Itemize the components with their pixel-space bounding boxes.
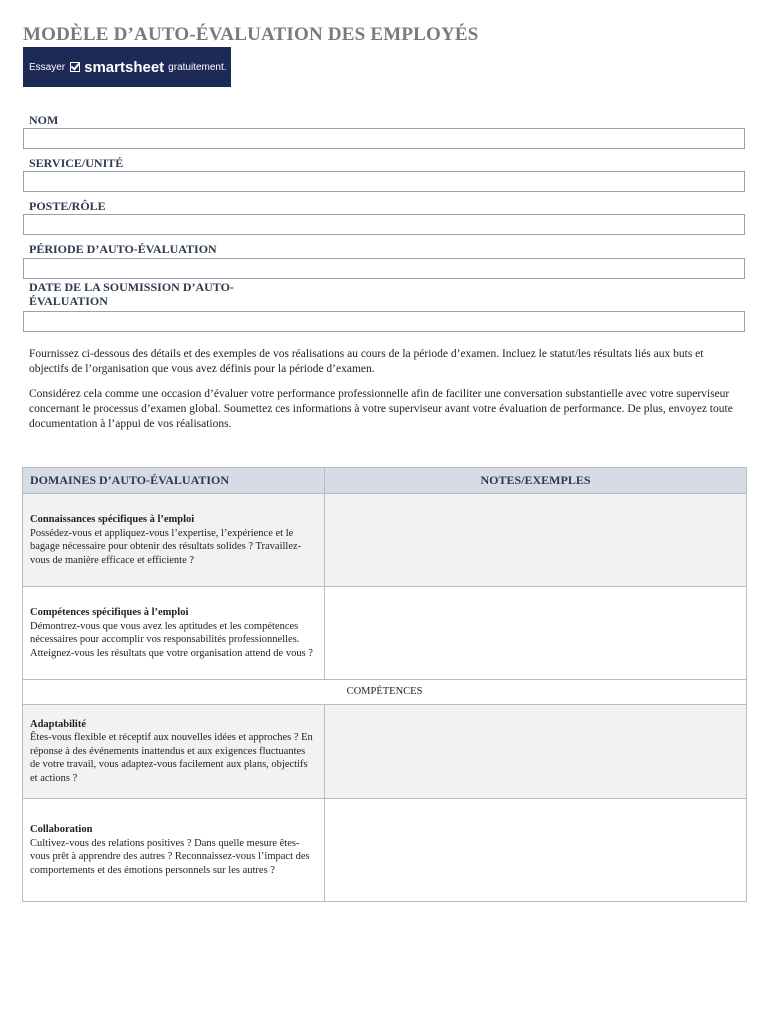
notes-cell[interactable] xyxy=(325,494,747,587)
checkmark-icon xyxy=(70,62,80,72)
area-title: Adaptabilité xyxy=(30,718,87,730)
area-cell xyxy=(23,705,325,799)
table-row xyxy=(23,587,747,680)
notes-cell[interactable] xyxy=(325,705,747,799)
column-header-notes: NOTES/EXEMPLES xyxy=(325,468,747,494)
field-input-date[interactable] xyxy=(23,311,745,332)
area-description: Possédez-vous et appliquez-vous l’expertise, l’expérience et le bagage nécessaire pour obtenir des résultats solides ? Travaillez-vous de manière efficace et efficiente ? xyxy=(30,527,302,566)
smartsheet-banner[interactable] xyxy=(23,47,231,87)
table-row xyxy=(23,494,747,587)
area-title: Collaboration xyxy=(30,824,93,835)
area-cell xyxy=(23,587,325,680)
area-cell xyxy=(23,799,325,902)
intro-paragraph-2: Considérez cela comme une occasion d’évaluer votre performance professionnelle afin de faciliter une conversation substantielle avec votre superviseur concernant le processus d’examen global. Soumettez ces informations à votre superviseur avant votre évaluation de performance. De plus, envoyez toute documentation à l’appui de vos réalisations. xyxy=(29,388,733,430)
area-description: Démontrez-vous que vous avez les aptitudes et les compétences nécessaires pour accomplir vos responsabilités professionnelles. Atteignez-vous les résultats que votre organisation attend de vous ? xyxy=(30,620,313,659)
section-header-competences: COMPÉTENCES xyxy=(23,680,747,705)
field-input-periode[interactable] xyxy=(23,258,745,279)
field-input-service[interactable] xyxy=(23,171,745,192)
self-evaluation-table xyxy=(22,467,747,902)
area-cell xyxy=(23,494,325,587)
area-title: Connaissances spécifiques à l’emploi xyxy=(30,514,195,525)
intro-text xyxy=(29,347,739,442)
area-description: Êtes-vous flexible et réceptif aux nouvelles idées et approches ? En réponse à des événements inattendus et aux exigences fluctuantes de votre travail, vous adaptez-vous facilement aux plans, objectifs et actions ? xyxy=(30,732,313,784)
table-row xyxy=(23,705,747,799)
field-label-poste: POSTE/RÔLE xyxy=(29,199,106,213)
column-header-areas: DOMAINES D’AUTO-ÉVALUATION xyxy=(23,468,325,494)
document-title: MODÈLE D’AUTO-ÉVALUATION DES EMPLOYÉS xyxy=(23,24,479,45)
table-row xyxy=(23,799,747,902)
banner-free-text: gratuitement. xyxy=(168,61,227,73)
banner-try-text: Essayer xyxy=(29,61,66,73)
banner-brand: smartsheet xyxy=(84,58,165,76)
field-label-periode: PÉRIODE D’AUTO-ÉVALUATION xyxy=(29,242,217,256)
notes-cell[interactable] xyxy=(325,587,747,680)
field-label-date: DATE DE LA SOUMISSION D’AUTO-ÉVALUATION xyxy=(29,280,234,308)
field-label-nom: NOM xyxy=(29,113,59,127)
intro-paragraph-1: Fournissez ci-dessous des détails et des exemples de vos réalisations au cours de la période d’examen. Incluez le statut/les résultats liés aux buts et objectifs de l’organisation que vous avez définis pour la période d’examen. xyxy=(29,348,704,375)
area-description: Cultivez-vous des relations positives ? Dans quelle mesure êtes-vous prêt à apprendre des autres ? Reconnaissez-vous l’impact des comportements et des émotions personnels sur les autres ? xyxy=(30,837,310,876)
area-title: Compétences spécifiques à l’emploi xyxy=(30,607,189,618)
field-label-service: SERVICE/UNITÉ xyxy=(29,156,124,170)
field-input-poste[interactable] xyxy=(23,214,745,235)
field-input-nom[interactable] xyxy=(23,128,745,149)
notes-cell[interactable] xyxy=(325,799,747,902)
